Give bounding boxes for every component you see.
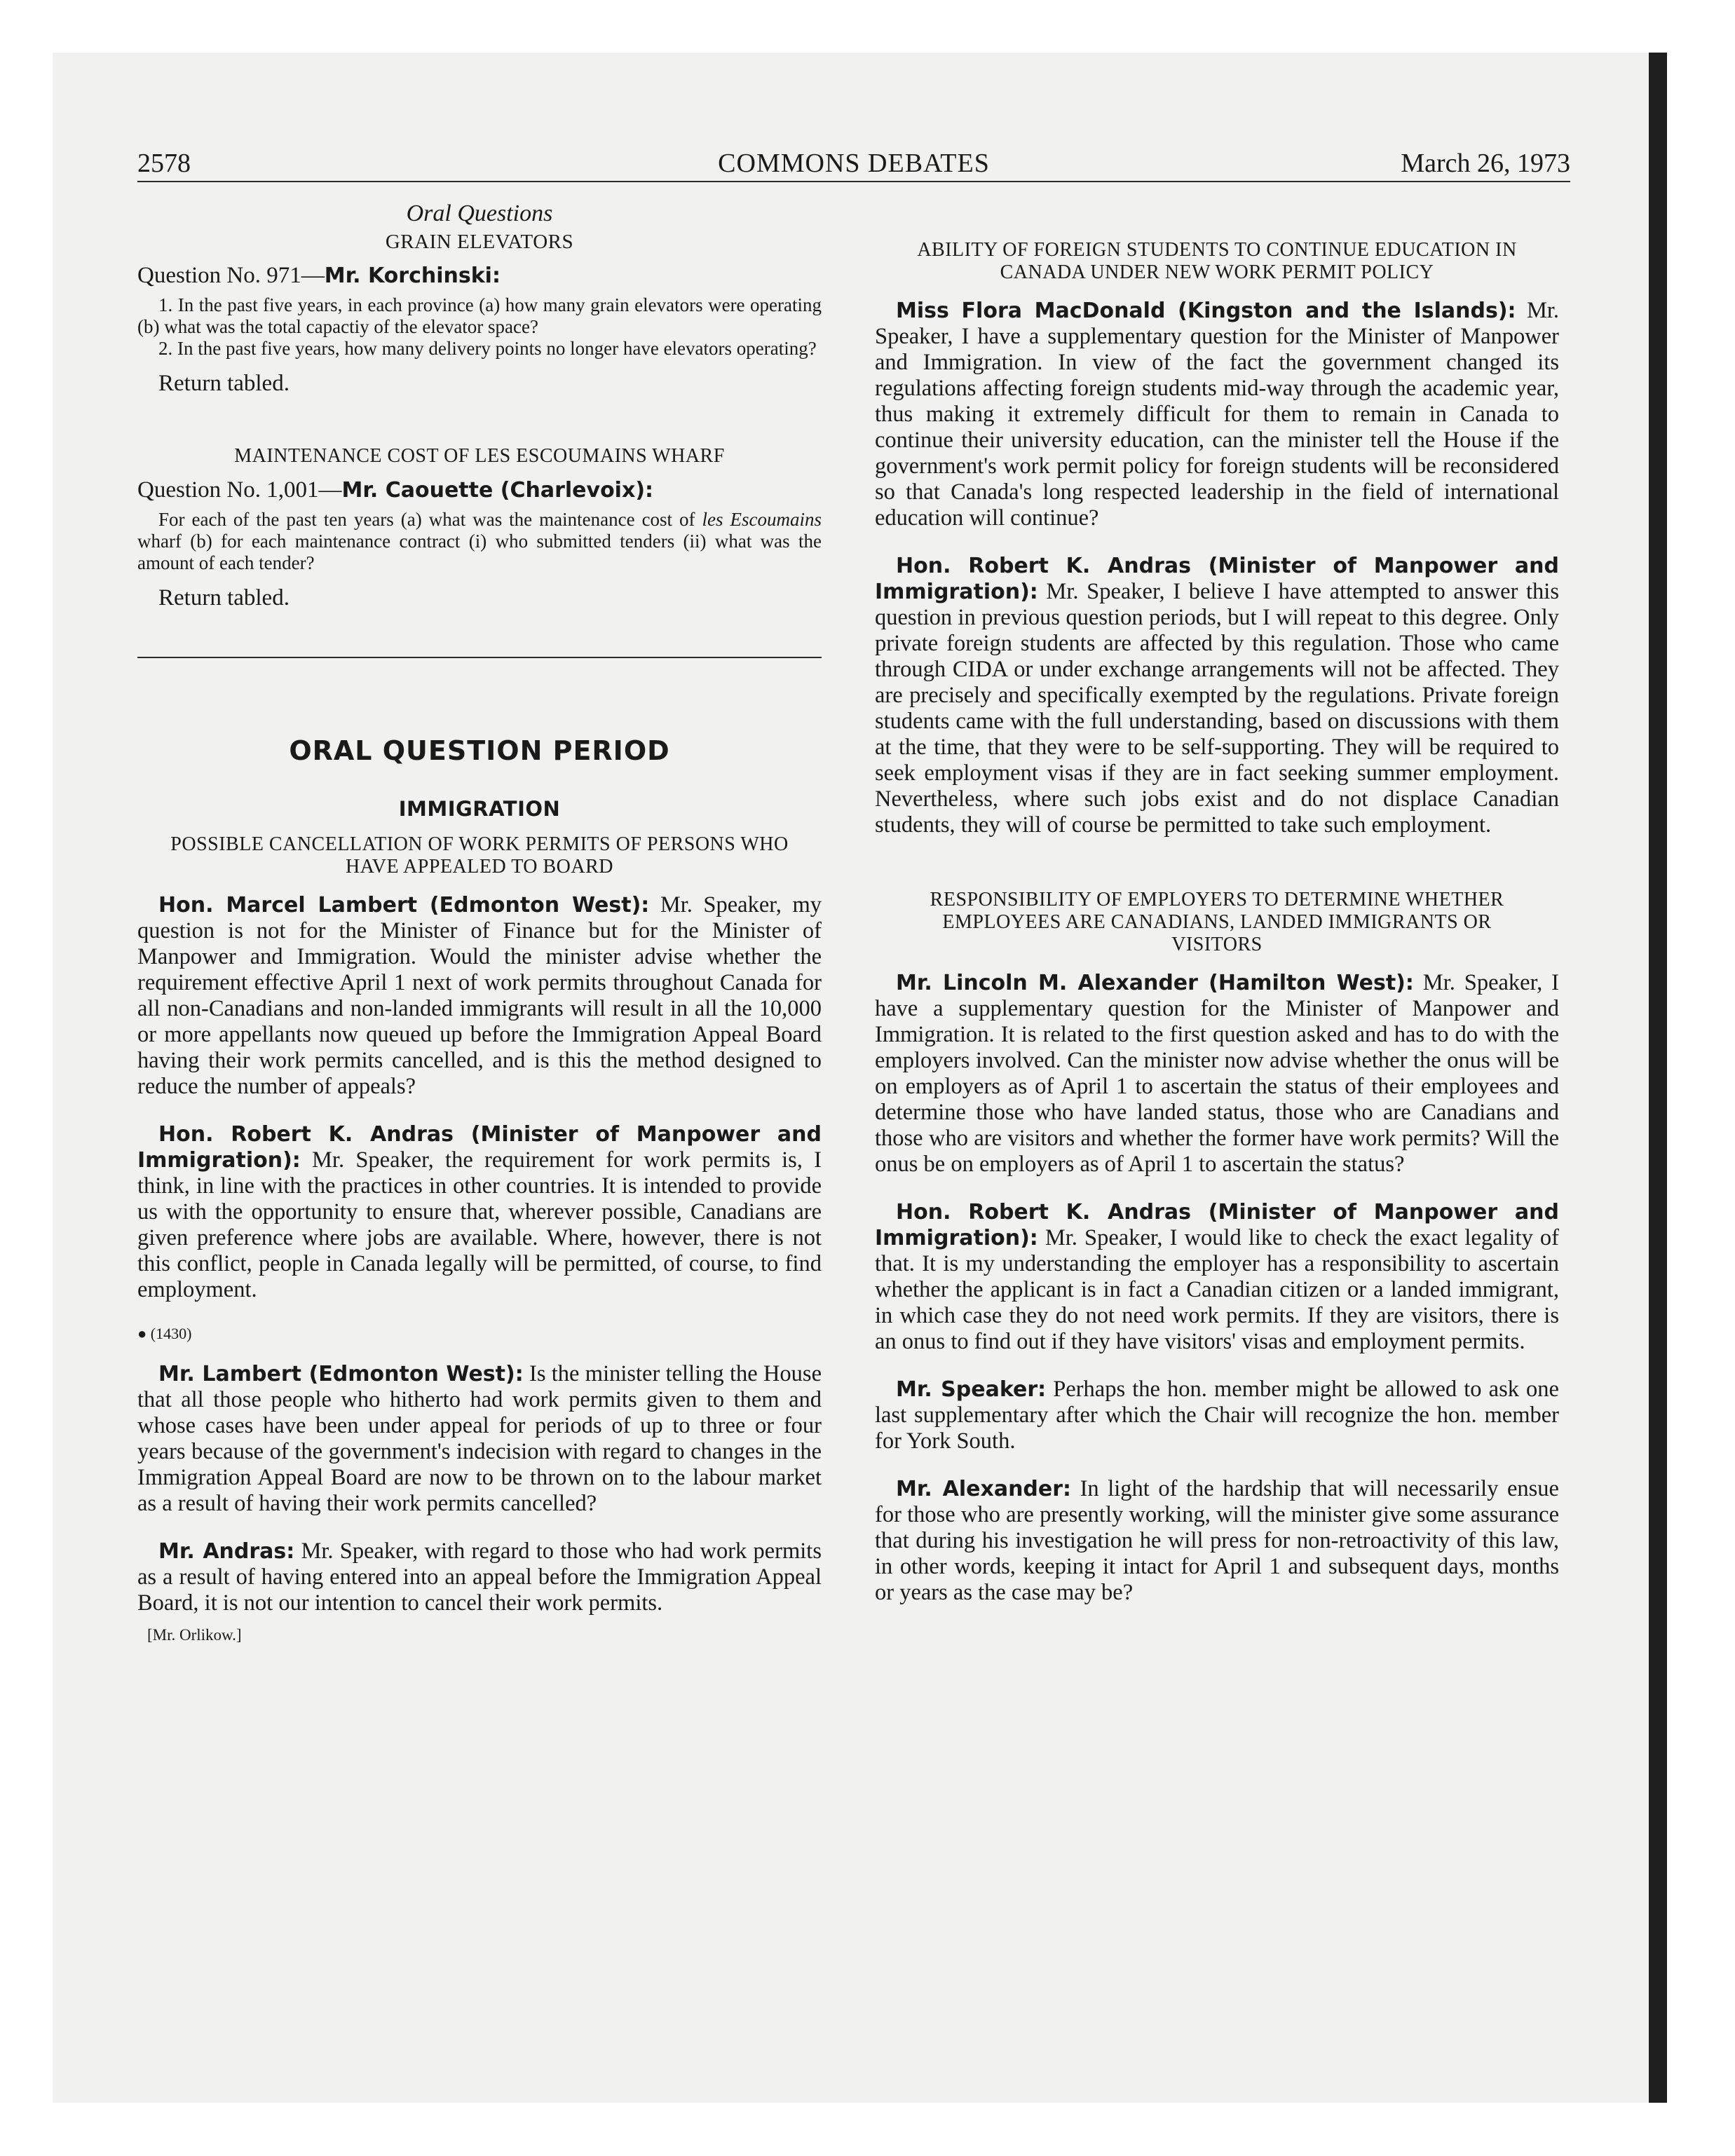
page-date: March 26, 1973 bbox=[1401, 149, 1570, 178]
speech-text: Is the minister telling the House that all those people who hitherto had work permits given to them and whose cases have been under appeal for periods of up to three or four years because of the government's indecision with regard to changes in the Immigration Appeal Board are now to be thrown on to the labour market as a result of having their work permits cancelled? bbox=[137, 1361, 822, 1516]
speech-text: Mr. Speaker, I believe I have attempted to answer this question in previous question periods, but I will repeat to this degree. Only private foreign students are affected by this regulation. Those who came through CIDA or under exchange arrangements will not be affected. They are precisely and specifically exempted by the regulations. Private foreign students came with the full understanding, based on discussions with them at the time, that they were to be self-supporting. They will be required to seek employment visas if they are in fact seeking summer employment. Nevertheless, where such jobs exist and do not displace Canadian students, they will of course be permitted to take such employment. bbox=[875, 579, 1559, 838]
left-column bbox=[137, 200, 822, 1644]
question-speaker: Mr. Korchinski: bbox=[324, 264, 501, 288]
speech-paragraph bbox=[137, 1538, 822, 1616]
page-header bbox=[137, 146, 1570, 182]
question-item-2: 2. In the past five years, how many delivery points no longer have elevators operating? bbox=[158, 338, 817, 359]
speaker-name: Mr. Lambert (Edmonton West): bbox=[158, 1362, 524, 1386]
question-1001-line bbox=[137, 476, 822, 505]
speaker-name: Hon. Robert K. Andras (Minister of Manpower and Immigration): bbox=[875, 554, 1559, 604]
speaker-name: Mr. Speaker: bbox=[896, 1377, 1047, 1402]
question-number: Question No. 971— bbox=[137, 263, 325, 288]
speech-text: Mr. Speaker, I have a supplementary question for the Minister of Manpower and Immigration. In view of the fact the government changed its regulations affecting foreign students mid-way through the academic year, thus making it extremely difficult for them to remain in Canada to continue their university education, can the minister tell the House if the government's work permit policy for foreign students will be reconsidered so that Canada's long respected leadership in the field of international education will continue? bbox=[875, 298, 1559, 531]
oral-question-period-heading: ORAL QUESTION PERIOD bbox=[289, 735, 670, 766]
section-divider bbox=[137, 657, 822, 658]
immigration-heading: IMMIGRATION bbox=[398, 797, 561, 821]
speech-paragraph bbox=[875, 553, 1559, 838]
speech-paragraph bbox=[875, 970, 1559, 1178]
speech-paragraph bbox=[137, 892, 822, 1100]
speech-paragraph bbox=[875, 1476, 1559, 1606]
employers-heading: RESPONSIBILITY OF EMPLOYERS TO DETERMINE WHETHER EMPLOYEES ARE CANADIANS, LANDED IMMIGRANTS OR VISITORS bbox=[930, 889, 1504, 955]
speech-text: Mr. Speaker, with regard to those who had work permits as a result of having entered into an appeal before the Immigration Appeal Board, it is not our intention to cancel their work permits. bbox=[137, 1538, 822, 1616]
foreign-students-heading: ABILITY OF FOREIGN STUDENTS TO CONTINUE EDUCATION IN CANADA UNDER NEW WORK PERMIT POLICY bbox=[917, 239, 1517, 283]
bullet-icon: ● bbox=[137, 1325, 147, 1342]
question-speaker: Mr. Caouette (Charlevoix): bbox=[341, 478, 654, 503]
speech-paragraph bbox=[875, 1199, 1559, 1355]
work-permits-heading: POSSIBLE CANCELLATION OF WORK PERMITS OF PERSONS WHO HAVE APPEALED TO BOARD bbox=[170, 833, 789, 878]
speech-text: In light of the hardship that will necessarily ensue for those who are presently working, will the minister give some assurance that during his investigation he will press for non-retroactivity of this law, in other words, keeping it intact for April 1 and subsequent days, months or years as the case may be? bbox=[875, 1476, 1559, 1605]
speaker-name: Hon. Robert K. Andras (Minister of Manpower and Immigration): bbox=[137, 1122, 822, 1173]
speaker-name: Hon. Robert K. Andras (Minister of Manpower and Immigration): bbox=[875, 1200, 1559, 1250]
speaker-name: Mr. Andras: bbox=[158, 1539, 295, 1564]
speaker-name: Miss Flora MacDonald (Kingston and the Islands): bbox=[896, 299, 1516, 323]
speaker-name: Hon. Marcel Lambert (Edmonton West): bbox=[158, 893, 650, 917]
speech-paragraph bbox=[875, 1377, 1559, 1454]
speaker-name: Mr. Lincoln M. Alexander (Hamilton West): bbox=[896, 971, 1414, 995]
question-number: Question No. 1,001— bbox=[137, 477, 342, 503]
speech-text: Mr. Speaker, I would like to check the exact legality of that. It is my understanding the employer has a responsibility to ascertain whether the applicant is in fact a Canadian citizen or a landed immigrant, in which case they do not need work permits. If they are visitors, there is an onus to find out if they have visitors' visas and employment permits. bbox=[875, 1225, 1559, 1354]
scan-edge-bar bbox=[1649, 53, 1667, 2103]
right-column bbox=[875, 200, 1559, 1628]
wharf-name: les Escoumains bbox=[702, 509, 822, 530]
speech-text: Mr. Speaker, the requirement for work permits is, I think, in line with the practices in other countries. It is intended to provide us with the opportunity to ensure that, wherever possible, Canadians are given preference where jobs are available. Where, however, there is not this conflict, people in Canada legally will be permitted, of course, to find employment. bbox=[137, 1147, 822, 1302]
question-text: For each of the past ten years (a) what was the maintenance cost of les Escoumains wharf (b) for each maintenance contract (i) who submitted tenders (ii) what was the amount of each tender? bbox=[137, 509, 822, 573]
time-marker: ● (1430) bbox=[137, 1325, 192, 1342]
speech-text: Perhaps the hon. member might be allowed to ask one last supplementary after which the Chair will recognize the hon. member for York South. bbox=[875, 1377, 1559, 1454]
speech-text: Mr. Speaker, I have a supplementary question for the Minister of Manpower and Immigration. It is related to the first question asked and has to do with the employers involved. Can the minister now advise whether the onus will be on employers as of April 1 to ascertain the status of their employees and determine those who have landed status, those who are Canadians and those who are visitors and whether the former have work permits? Will the onus be on employers as of April 1 to ascertain the status? bbox=[875, 970, 1559, 1177]
speech-paragraph bbox=[875, 298, 1559, 531]
footnote: [Mr. Orlikow.] bbox=[147, 1626, 242, 1644]
wharf-heading: MAINTENANCE COST OF LES ESCOUMAINS WHARF bbox=[234, 445, 725, 467]
return-tabled: Return tabled. bbox=[158, 585, 290, 610]
speech-text: Mr. Speaker, my question is not for the Minister of Finance but for the Minister of Manpower and Immigration. Would the minister advise whether the requirement effective April 1 next of work permits throughout Canada for all non-Canadians and non-landed immigrants will result in all the 10,000 or more appellants now queued up before the Immigration Appeal Board having their work permits cancelled, and is this the method designed to reduce the number of appeals? bbox=[137, 892, 822, 1099]
question-971-line bbox=[137, 261, 822, 290]
page-number: 2578 bbox=[137, 149, 191, 178]
publication-title: COMMONS DEBATES bbox=[718, 149, 990, 178]
grain-elevators-heading: GRAIN ELEVATORS bbox=[385, 231, 574, 253]
speech-paragraph bbox=[137, 1361, 822, 1517]
question-item-1: 1. In the past five years, in each province (a) how many grain elevators were operating (b) what was the total capactiy of the elevator space? bbox=[137, 294, 822, 337]
speech-paragraph bbox=[137, 1121, 822, 1303]
speaker-name: Mr. Alexander: bbox=[896, 1477, 1072, 1501]
oral-questions-heading: Oral Questions bbox=[406, 200, 553, 226]
return-tabled: Return tabled. bbox=[158, 371, 290, 396]
